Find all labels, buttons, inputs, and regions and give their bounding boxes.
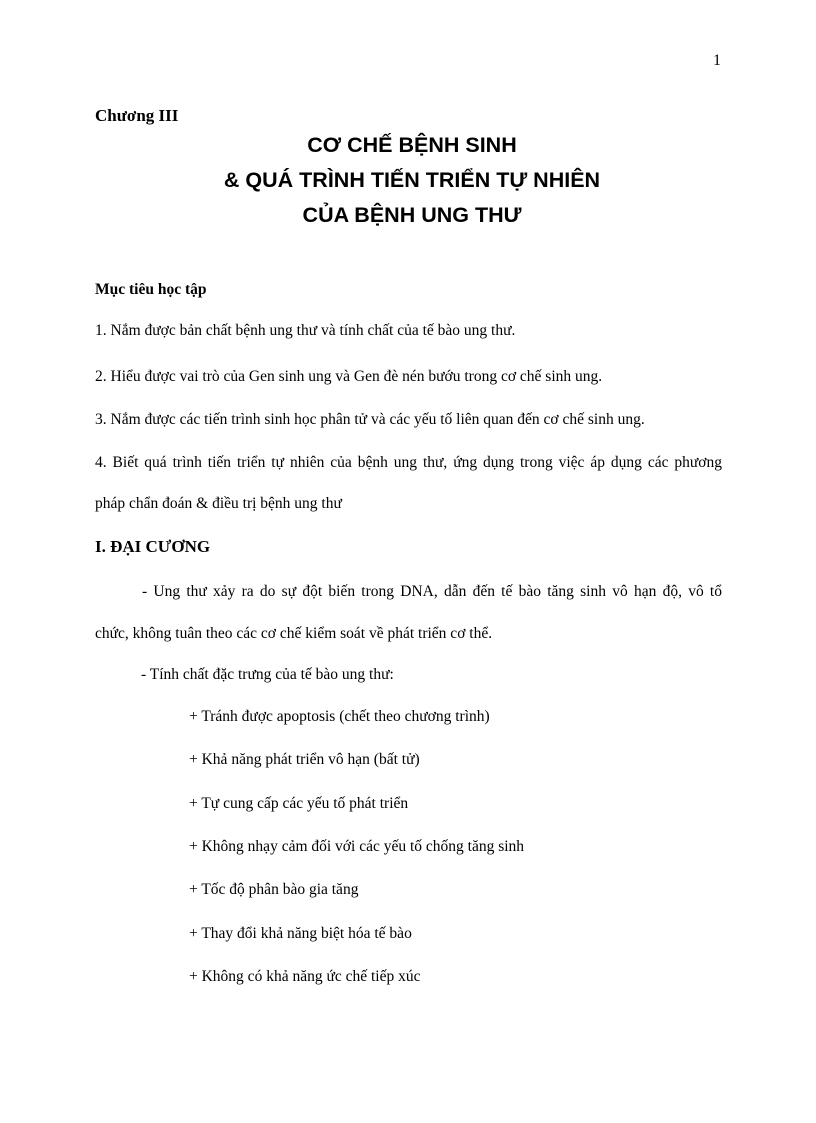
title-line-3: CỦA BỆNH UNG THƯ [302,203,522,227]
section-1-paragraph-2: - Tính chất đặc trưng của tế bào ung thư: [141,666,394,683]
page-number: 1 [713,52,721,69]
objectives-heading: Mục tiêu học tập [95,281,207,298]
characteristic-item: + Không có khả năng ức chế tiếp xúc [189,968,421,985]
title-line-1: CƠ CHẾ BỆNH SINH [307,133,517,157]
characteristic-item: + Tránh được apoptosis (chết theo chương trình) [189,708,490,725]
objective-item-1: 1. Nắm được bản chất bệnh ung thư và tính chất của tế bào ung thư. [95,322,516,339]
objective-item-4: 4. Biết quá trình tiến triển tự nhiên của bệnh ung thư, ứng dụng trong việc áp dụng các phương [95,454,722,471]
chapter-label: Chương III [95,106,179,125]
characteristic-item: + Khả năng phát triển vô hạn (bất tử) [189,751,420,768]
section-1-paragraph-1-line-1: - Ung thư xảy ra do sự đột biến trong DNA, dẫn đến tế bào tăng sinh vô hạn độ, vô tổ [142,583,722,600]
chapter-title [0,128,816,233]
characteristic-item: + Tự cung cấp các yếu tố phát triển [189,795,409,812]
objective-item-2: 2. Hiểu được vai trò của Gen sinh ung và Gen đè nén bướu trong cơ chế sinh ung. [95,368,603,385]
objective-item-4-continuation: pháp chẩn đoán & điều trị bệnh ung thư [95,495,342,512]
objective-item-3: 3. Nắm được các tiến trình sinh học phân tử và các yếu tố liên quan đến cơ chế sinh ung. [95,411,645,428]
characteristic-item: + Tốc độ phân bào gia tăng [189,881,359,898]
characteristic-item: + Không nhạy cảm đối với các yếu tố chống tăng sinh [189,838,525,855]
title-line-2: & QUÁ TRÌNH TIẾN TRIỂN TỰ NHIÊN [223,168,601,192]
characteristic-item: + Thay đổi khả năng biệt hóa tế bào [189,925,412,942]
section-heading-dai-cuong: I. ĐẠI CƯƠNG [95,537,211,556]
section-1-paragraph-1-line-2: chức, không tuân theo các cơ chế kiểm soát về phát triển cơ thể. [95,625,493,642]
